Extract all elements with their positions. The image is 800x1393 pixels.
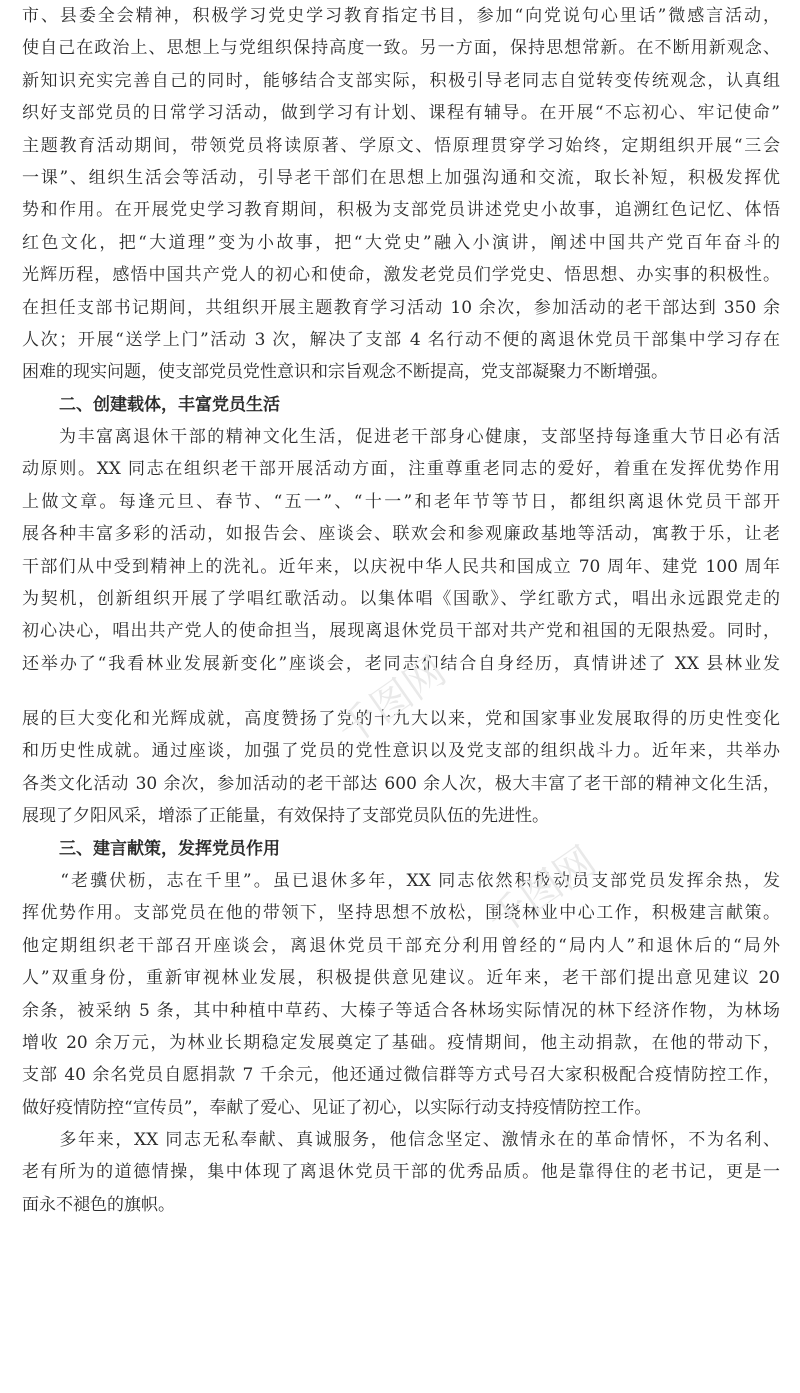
text-line: 困难的现实问题，使支部党员党性意识和宗旨观念不断提高，党支部凝聚力不断增强。 <box>22 362 668 383</box>
text-line: 一课”、组织生活会等活动，引导老干部们在思想上加强沟通和交流，取长补短，积极发挥优 <box>22 167 780 188</box>
text-line: 市、县委全会精神，积极学习党史学习教育指定书目，参加“向党说句心里话”微感言活动， <box>22 6 780 26</box>
text-line: 老有所为的道德情操，集中体现了离退休党员干部的优秀品质。他是靠得住的老书记，更是一 <box>22 1162 780 1183</box>
text-line: 新知识充实完善自己的同时，能够结合支部实际，积极引导老同志自觉转变传统观念，认真组 <box>22 70 780 91</box>
text-line: 还举办了“我看林业发展新变化”座谈会，老同志们结合自身经历，真情讲述了 XX 县林业发 <box>22 653 780 674</box>
text-line: 光辉历程，感悟中国共产党人的初心和使命，激发老党员们学党史、悟思想、办实事的积极性。 <box>22 265 780 286</box>
text-line: 挥优势作用。支部党员在他的带领下，坚持思想不放松，围绕林业中心工作，积极建言献策。 <box>22 903 780 924</box>
section-heading: 三、建言献策，发挥党员作用 <box>59 838 280 859</box>
text-line: 各类文化活动 30 余次，参加活动的老干部达 600 余人次，极大丰富了老干部的精神文化生活， <box>22 773 780 794</box>
text-block-top <box>22 0 780 680</box>
text-line: 展的巨大变化和光辉成就，高度赞扬了党的十九大以来，党和国家事业发展取得的历史性变化 <box>22 709 780 729</box>
text-line: 支部 40 余名党员自愿捐款 7 千余元，他还通过微信群等方式号召大家积极配合疫情防控工作， <box>22 1065 780 1086</box>
text-line: “老骥伏枥，志在千里”。虽已退休多年，XX 同志依然积极动员支部党员发挥余热，发 <box>22 870 780 891</box>
text-line: 展各种丰富多彩的活动，如报告会、座谈会、联欢会和参观廉政基地等活动，寓教于乐，让老 <box>22 524 780 545</box>
text-line: 织好支部党员的日常学习活动，做到学习有计划、课程有辅导。在开展“不忘初心、牢记使命” <box>22 103 780 124</box>
section-heading: 二、创建载体，丰富党员生活 <box>59 394 280 415</box>
text-line: 和历史性成就。通过座谈，加强了党员的党性意识以及党支部的组织战斗力。近年来，共举办 <box>22 741 780 762</box>
text-block-bottom <box>22 703 780 1221</box>
text-line: 他定期组织老干部召开座谈会，离退休党员干部充分利用曾经的“局内人”和退休后的“局外 <box>22 935 780 956</box>
text-line: 多年来，XX 同志无私奉献、真诚服务，他信念坚定、激情永在的革命情怀，不为名利、 <box>22 1130 780 1151</box>
text-line: 余条，被采纳 5 条，其中种植中草药、大榛子等适合各林场实际情况的林下经济作物，为林场 <box>22 1000 780 1021</box>
text-line: 为丰富离退休干部的精神文化生活，促进老干部身心健康，支部坚持每逢重大节日必有活 <box>22 427 780 448</box>
text-line: 势和作用。在开展党史学习教育期间，积极为支部党员讲述党史小故事，追溯红色记忆、体悟 <box>22 200 780 221</box>
text-line: 在担任支部书记期间，共组织开展主题教育学习活动 10 余次，参加活动的老干部达到 350 余 <box>22 297 780 318</box>
text-line: 做好疫情防控“宣传员”，奉献了爱心、见证了初心，以实际行动支持疫情防控工作。 <box>22 1097 652 1118</box>
text-line: 增收 20 余万元，为林业长期稳定发展奠定了基础。疫情期间，他主动捐款，在他的带动下， <box>22 1032 780 1053</box>
text-line: 初心决心，唱出共产党人的使命担当，展现离退休党员干部对共产党和祖国的无限热爱。同时， <box>22 621 780 642</box>
text-line: 面永不褪色的旗帜。 <box>22 1194 175 1215</box>
text-line: 为契机，创新组织开展了学唱红歌活动。以集体唱《国歌》、学红歌方式，唱出永远跟党走的 <box>22 589 780 610</box>
text-line: 动原则。XX 同志在组织老干部开展活动方面，注重尊重老同志的爱好，着重在发挥优势作用 <box>22 459 780 480</box>
text-line: 人”双重身份，重新审视林业发展，积极提供意见建议。近年来，老干部们提出意见建议 20 <box>22 968 780 989</box>
text-line: 主题教育活动期间，带领党员将读原著、学原文、悟原理贯穿学习始终，定期组织开展“三会 <box>22 135 780 156</box>
text-line: 干部们从中受到精神上的洗礼。近年来，以庆祝中华人民共和国成立 70 周年、建党 100 周年 <box>22 556 780 577</box>
text-line: 上做文章。每逢元旦、春节、“五一”、“十一”和老年节等节日，都组织离退休党员干部开 <box>22 491 780 512</box>
watermark-mark-2: 千图网 <box>479 838 605 945</box>
text-line: 红色文化，把“大道理”变为小故事，把“大党史”融入小演讲，阐述中国共产党百年奋斗的 <box>22 232 780 253</box>
text-line: 使自己在政治上、思想上与党组织保持高度一致。另一方面，保持思想常新。在不断用新观念、 <box>22 38 780 59</box>
watermark-mark-1: 千图网 <box>329 648 455 755</box>
text-line: 展现了夕阳风采，增添了正能量，有效保持了支部党员队伍的先进性。 <box>22 806 549 827</box>
text-line: 人次；开展“送学上门”活动 3 次，解决了支部 4 名行动不便的离退休党员干部集中学习存在 <box>22 329 780 350</box>
